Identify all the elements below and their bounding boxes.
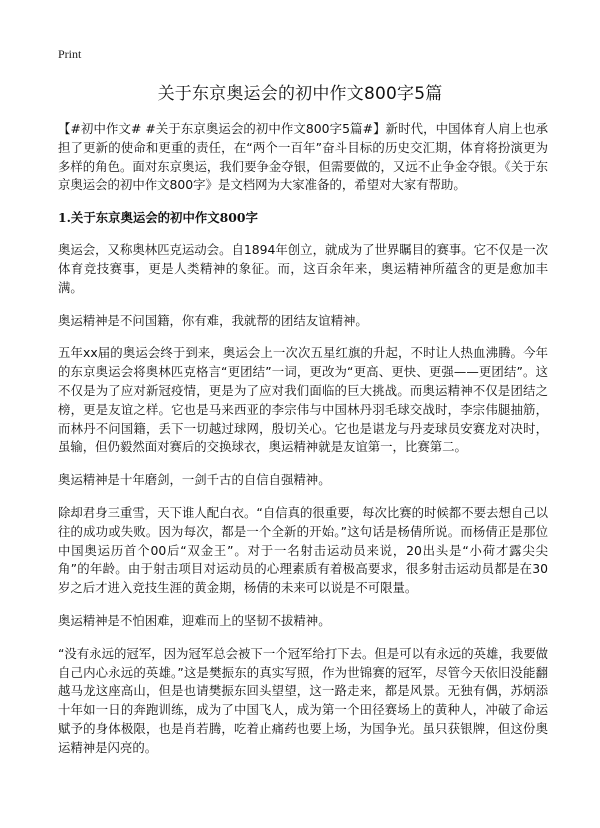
body-paragraph: 奥运精神是不问国籍，你有难，我就帮的团结友谊精神。 [58,312,368,328]
body-paragraph: 除却君身三重雪，天下谁人配白衣。“自信真的很重要，每次比赛的时候都不要去想自己以往的成功或失败。因为每次，都是一个全新的开始。”这句话是杨倩所说。而杨倩正是那位中国奥运历首个00后“双金王”。对于一名射击运动员来说，20出头是“小荷才露尖尖角”的年龄。由于射击项目对运动员的心理素质有着极高要求，很多射击运动员都是在30岁之后才进入竞技生涯的黄金期，杨倩的未来可以说是不可限量。 [58,504,548,596]
body-paragraph: 奥运会，又称奥林匹克运动会。自1894年创立，就成为了世界瞩目的赛事。它不仅是一次体育竞技赛事，更是人类精神的象征。而，这百余年来，奥运精神所蕴含的更是愈加丰满。 [58,242,548,295]
body-paragraph: 奥运精神是十年磨剑，一剑千古的自信自强精神。 [58,472,331,488]
body-paragraph: “没有永远的冠军，因为冠军总会被下一个冠军给打下去。但是可以有永远的英雄，我要做自己内心永远的英雄。”这是樊振东的真实写照，作为世锦赛的冠军，尽管今天依旧没能翻越马龙这座高山，但是也请樊振东回头望望，这一路走来，都是风景。无独有偶，苏炳添十年如一日的奔跑训练，成为了中国飞人，成为第一个田径赛场上的黄种人，冲破了命运赋予的身体极限，也是肖若腾，吃着止痛药也要上场，为国争光。虽只获银牌，但这份奥运精神是闪亮的。 [58,645,548,755]
body-paragraph: 奥运精神是不怕困难，迎难而上的坚韧不拔精神。 [58,612,331,628]
document-body [58,120,548,772]
document-title: 关于东京奥运会的初中作文800字5篇 [157,84,443,104]
body-paragraph: 五年xx届的奥运会终于到来，奥运会上一次次五星红旗的升起，不时让人热血沸腾。今年的东京奥运会将奥林匹克格言“更团结”一词，更改为“更高、更快、更强——更团结”。这不仅是为了应对新冠疫情，更是为了应对我们面临的巨大挑战。而奥运精神不仅是团结之榜，更是友谊之样。它也是马来西亚的李宗伟与中国林丹羽毛球交战时，李宗伟腿抽筋，而林丹不问国籍，丢下一切越过球网，殷切关心。它也是谌龙与丹麦球员安赛龙对决时，虽输，但仍毅然面对赛后的交换球衣，奥运精神就是友谊第一，比赛第二。 [58,345,548,455]
intro-paragraph: 【#初中作文# #关于东京奥运会的初中作文800字5篇#】新时代，中国体育人肩上也承担了更新的使命和更重的责任，在“两个一百年”奋斗目标的历史交汇期，体育将扮演更为多样的角色。面对东京奥运，我们要争金夺银，但需要做的，又远不止争金夺银。《关于东京奥运会的初中作文800字》是文档网为大家准备的，希望对大家有帮助。 [58,121,548,193]
section-heading: 1.关于东京奥运会的初中作文800字 [58,210,258,226]
print-link[interactable]: Print [58,47,82,61]
